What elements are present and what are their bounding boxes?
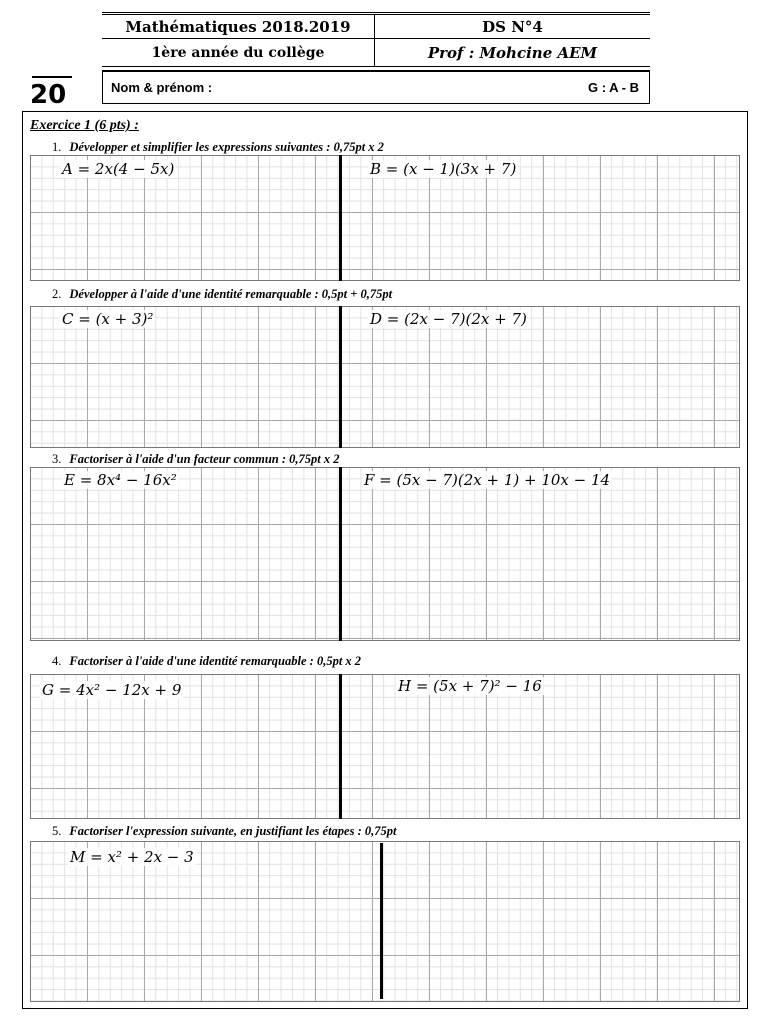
expression-A: A = 2x(4 − 5x) xyxy=(62,160,175,178)
group-label: G : A - B xyxy=(587,80,639,95)
exam-label: DS N°4 xyxy=(482,17,543,36)
question-2 xyxy=(52,287,392,302)
question-text: Factoriser à l'aide d'un facteur commun : 0,75pt x 2 xyxy=(69,452,340,466)
answer-grid-3[interactable] xyxy=(30,467,740,641)
level-cell xyxy=(102,39,375,67)
expression-D: D = (2x − 7)(2x + 7) xyxy=(370,310,527,328)
score-total: 20 xyxy=(30,80,67,110)
question-text: Factoriser l'expression suivante, en justifiant les étapes : 0,75pt xyxy=(69,824,397,838)
exercise-title: Exercice 1 (6 pts) : xyxy=(30,118,139,133)
name-row xyxy=(102,70,650,104)
expression-G: G = 4x² − 12x + 9 xyxy=(42,681,182,699)
question-4 xyxy=(52,654,361,669)
question-3 xyxy=(52,452,340,467)
question-number: 2. xyxy=(52,287,62,301)
expression-C: C = (x + 3)² xyxy=(62,310,154,328)
column-divider xyxy=(339,306,342,448)
question-number: 5. xyxy=(52,824,62,838)
question-number: 3. xyxy=(52,452,62,466)
prof-label: Prof : Mohcine AEM xyxy=(427,43,598,62)
expression-B: B = (x − 1)(3x + 7) xyxy=(370,160,517,178)
question-text: Développer et simplifier les expressions suivantes : 0,75pt x 2 xyxy=(69,140,384,154)
column-divider xyxy=(339,155,342,281)
expression-H: H = (5x + 7)² − 16 xyxy=(398,677,542,695)
expression-M: M = x² + 2x − 3 xyxy=(70,848,194,866)
question-1 xyxy=(52,140,384,155)
name-label: Nom & prénom : xyxy=(111,80,213,95)
score-fraction-bar xyxy=(32,76,72,78)
column-divider xyxy=(339,467,342,641)
expression-F: F = (5x − 7)(2x + 1) + 10x − 14 xyxy=(364,471,611,489)
question-5 xyxy=(52,824,396,839)
question-number: 4. xyxy=(52,654,62,668)
expression-E: E = 8x⁴ − 16x² xyxy=(64,471,177,489)
question-number: 1. xyxy=(52,140,62,154)
subject-cell xyxy=(102,15,375,39)
prof-cell xyxy=(375,39,650,67)
subject-label: Mathématiques 2018.2019 xyxy=(125,17,351,36)
exam-cell xyxy=(375,15,650,39)
question-text: Factoriser à l'aide d'une identité remarquable : 0,5pt x 2 xyxy=(69,654,362,668)
question-text: Développer à l'aide d'une identité remarquable : 0,5pt + 0,75pt xyxy=(69,287,393,301)
column-divider xyxy=(339,674,342,819)
level-label: 1ère année du collège xyxy=(151,44,325,61)
column-divider xyxy=(380,843,383,999)
